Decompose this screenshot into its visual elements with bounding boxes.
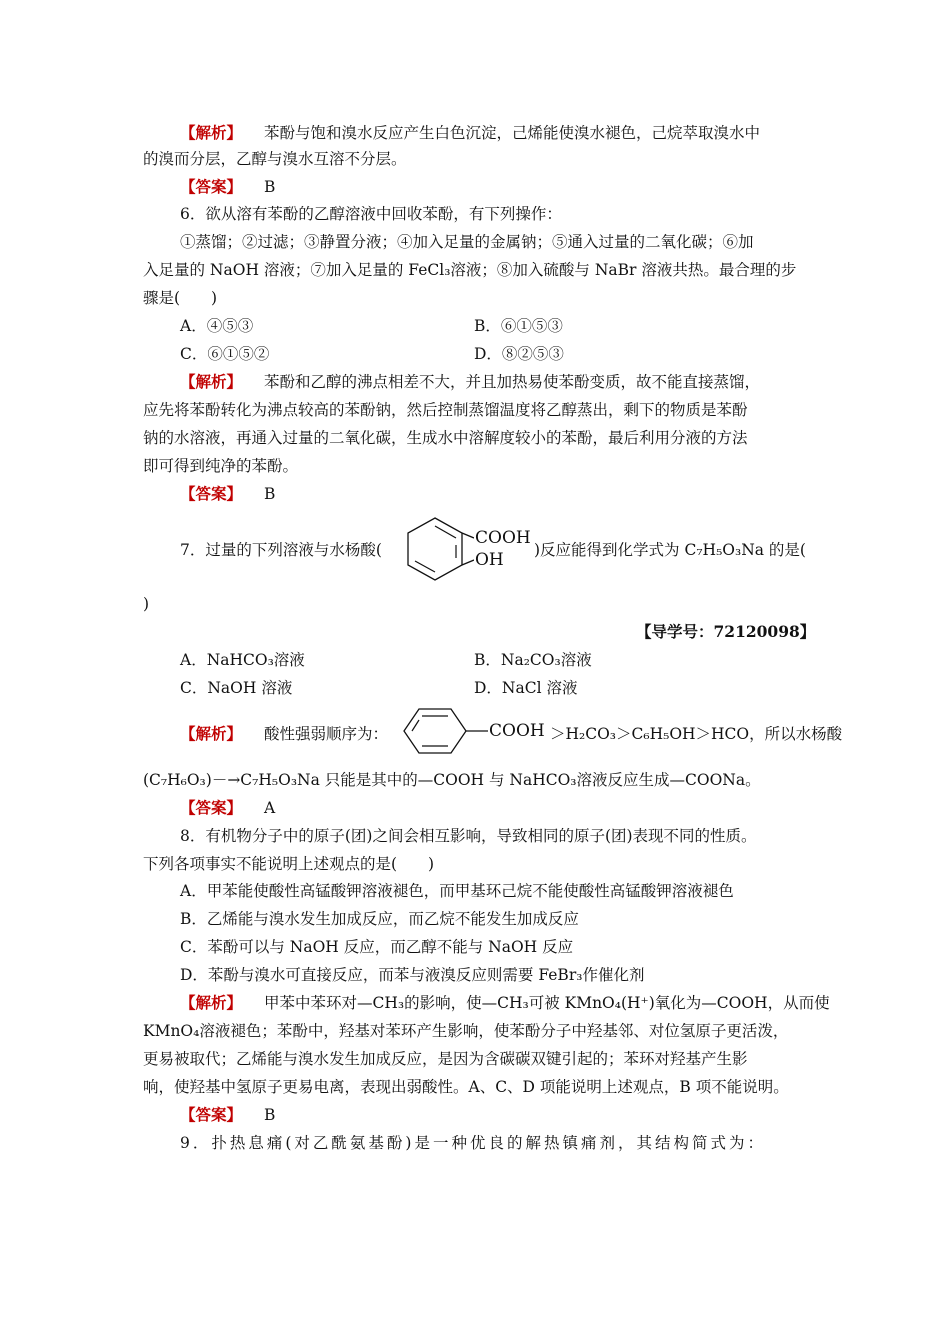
q6-stem-line1: 6．欲从溶有苯酚的乙醇溶液中回收苯酚，有下列操作： (180, 205, 562, 223)
q6-option-d: D．⑧②⑤③ (474, 345, 564, 363)
q6-stem-line4: 骤是( ) (143, 289, 218, 307)
q6-answer-value: B (264, 485, 276, 503)
answer-label: 【答案】 (180, 484, 243, 503)
q9-stem-line1: 9．扑热息痛(对乙酰氨基酚)是一种优良的解热镇痛剂，其结构简式为： (180, 1134, 766, 1152)
q7-stem-close: ) (143, 595, 150, 613)
q5-answer-value: B (264, 178, 276, 196)
q7-stem-pre: 7．过量的下列溶液与水杨酸( (180, 541, 382, 559)
q6-answer (180, 483, 275, 505)
q8-option-d: D．苯酚与溴水可直接反应，而苯与液溴反应则需要 FeBr₃作催化剂 (180, 966, 645, 984)
benzene-ring-icon (402, 706, 488, 756)
analysis-label: 【解析】 (180, 372, 243, 391)
q8-analysis-text: 甲苯中苯环对—CH₃的影响，使—CH₃可被 KMnO₄(H⁺)氧化为—COOH，从而使 (264, 994, 830, 1012)
benzene-ring-icon (404, 514, 474, 586)
q6-analysis-line4: 即可得到纯净的苯酚。 (143, 457, 299, 475)
q6-analysis-text: 苯酚和乙醇的沸点相差不大，并且加热易使苯酚变质，故不能直接蒸馏， (264, 373, 761, 391)
q8-analysis-line2: KMnO₄溶液褪色；苯酚中，羟基对苯环产生影响，使苯酚分子中羟基邻、对位氢原子更活泼， (143, 1022, 789, 1040)
q7-analysis-line2: (C₇H₆O₃)－→C₇H₅O₃Na 只能是其中的—COOH 与 NaHCO₃溶液反应生成—COONa。 (143, 771, 761, 789)
q6-stem-line3: 入足量的 NaOH 溶液；⑦加入足量的 FeCl₃溶液；⑧加入硫酸与 NaBr 溶液共热。最合理的步 (143, 261, 797, 279)
salicylic-oh-label: OH (475, 550, 504, 570)
answer-label: 【答案】 (180, 1105, 243, 1124)
q7-option-d: D．NaCl 溶液 (474, 679, 578, 697)
benzoic-acid-structure (402, 706, 488, 756)
q6-option-a: A．④⑤③ (180, 317, 254, 335)
q6-analysis-line2: 应先将苯酚转化为沸点较高的苯酚钠，然后控制蒸馏温度将乙醇蒸出，剩下的物质是苯酚 (143, 401, 748, 419)
q8-option-b: B．乙烯能与溴水发生加成反应，而乙烷不能发生加成反应 (180, 910, 579, 928)
analysis-label: 【解析】 (180, 123, 243, 142)
q8-analysis-line4: 响，使羟基中氢原子更易电离，表现出弱酸性。A、C、D 项能说明上述观点，B 项不能说明。 (143, 1078, 789, 1096)
q7-analysis-line1 (180, 723, 388, 745)
answer-label: 【答案】 (180, 177, 243, 196)
q8-stem-line1: 8．有机物分子中的原子(团)之间会相互影响，导致相同的原子(团)表现不同的性质。 (180, 827, 757, 845)
q8-analysis-line1 (180, 992, 830, 1014)
q5-analysis-text: 苯酚与饱和溴水反应产生白色沉淀，己烯能使溴水褪色，己烷萃取溴水中 (264, 124, 761, 142)
q7-stem-post: )反应能得到化学式为 C₇H₅O₃Na 的是( (534, 541, 806, 559)
q8-answer-value: B (264, 1106, 276, 1124)
q8-option-c: C．苯酚可以与 NaOH 反应，而乙醇不能与 NaOH 反应 (180, 938, 574, 956)
q8-analysis-line3: 更易被取代；乙烯能与溴水发生加成反应，是因为含碳碳双键引起的；苯环对羟基产生影 (143, 1050, 748, 1068)
salicylic-acid-structure (404, 514, 474, 586)
q8-option-a: A．甲苯能使酸性高锰酸钾溶液褪色，而甲基环己烷不能使酸性高锰酸钾溶液褪色 (180, 882, 734, 900)
answer-label: 【答案】 (180, 798, 243, 817)
q7-analysis-pre: 酸性强弱顺序为： (264, 725, 389, 743)
q8-answer (180, 1104, 275, 1126)
q7-answer (180, 797, 275, 819)
q5-analysis-line2: 的溴而分层，乙醇与溴水互溶不分层。 (143, 150, 407, 168)
q5-analysis-line1 (180, 122, 760, 144)
benzoic-cooh-label: COOH (489, 721, 545, 741)
q6-option-c: C．⑥①⑤② (180, 345, 270, 363)
salicylic-cooh-label: COOH (475, 528, 531, 548)
q7-option-b: B．Na₂CO₃溶液 (474, 651, 592, 669)
q6-analysis-line1 (180, 371, 760, 393)
q5-answer (180, 176, 275, 198)
q6-stem-line2: ①蒸馏；②过滤；③静置分液；④加入足量的金属钠；⑤通入过量的二氧化碳；⑥加 (180, 233, 754, 251)
analysis-label: 【解析】 (180, 993, 243, 1012)
guide-number: 【导学号：72120098】 (636, 622, 816, 641)
q8-stem-line2: 下列各项事实不能说明上述观点的是( ) (143, 855, 435, 873)
q6-analysis-line3: 钠的水溶液，再通入过量的二氧化碳，生成水中溶解度较小的苯酚，最后利用分液的方法 (143, 429, 748, 447)
q7-option-a: A．NaHCO₃溶液 (180, 651, 305, 669)
q7-answer-value: A (264, 799, 276, 817)
q6-option-b: B．⑥①⑤③ (474, 317, 563, 335)
q7-option-c: C．NaOH 溶液 (180, 679, 293, 697)
q7-analysis-post: ＞H₂CO₃＞C₆H₅OH＞HCO，所以水杨酸 (550, 725, 843, 743)
analysis-label: 【解析】 (180, 724, 243, 743)
